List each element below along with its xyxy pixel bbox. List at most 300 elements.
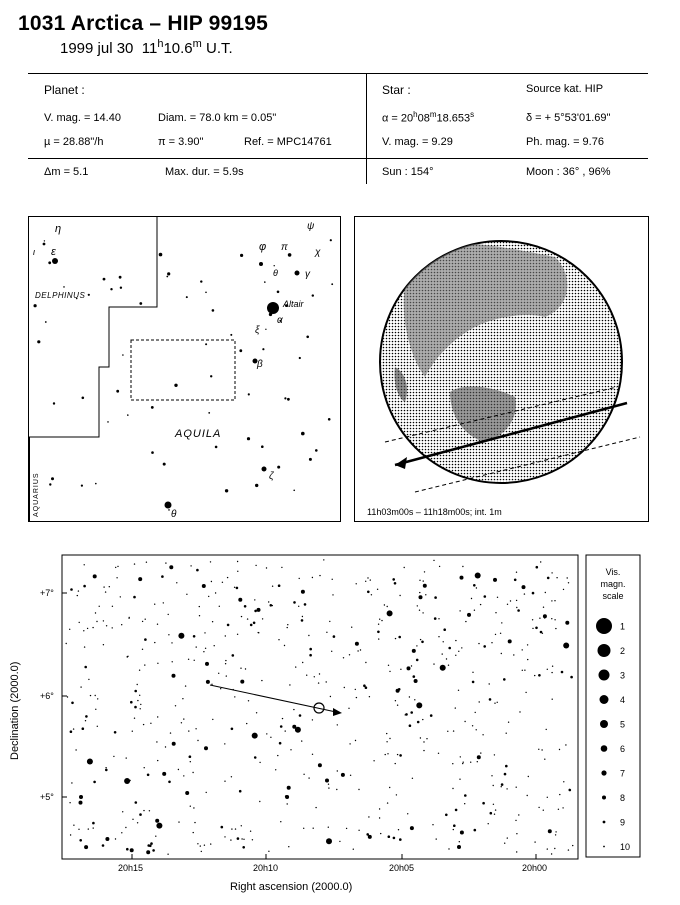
finder-star <box>257 608 261 612</box>
finder-star <box>240 668 241 669</box>
finder-star <box>266 567 267 568</box>
finder-star <box>165 746 166 747</box>
finder-star <box>256 712 257 713</box>
finder-star <box>559 794 560 795</box>
finder-star <box>182 698 183 699</box>
finder-star <box>188 659 189 660</box>
finder-star <box>399 838 402 841</box>
finder-star <box>480 604 481 605</box>
finder-star <box>87 628 88 629</box>
finder-star <box>563 643 569 649</box>
globe-caption: 11h03m00s – 11h18m00s; int. 1m <box>367 507 502 517</box>
finder-star <box>92 822 95 825</box>
map-star <box>287 398 290 401</box>
theta-top-label: θ <box>273 268 278 278</box>
finder-star <box>473 584 476 587</box>
gamma-aql-star <box>295 271 300 276</box>
finder-star <box>280 725 283 728</box>
altair-label: Altair <box>283 299 304 309</box>
finder-star <box>508 722 509 723</box>
finder-star <box>360 649 361 650</box>
legend-dot <box>603 821 606 824</box>
finder-star <box>458 651 459 652</box>
finder-star <box>292 725 296 729</box>
finder-star <box>565 621 569 625</box>
finder-star <box>380 833 381 834</box>
finder-star <box>95 709 96 710</box>
finder-star <box>144 664 145 665</box>
finder-star <box>378 624 379 625</box>
finder-star <box>510 600 511 601</box>
finder-star <box>452 788 453 789</box>
map-star <box>53 402 55 404</box>
finder-star <box>302 662 303 663</box>
finder-star <box>130 848 134 852</box>
finder-star <box>419 580 420 581</box>
finder-star <box>150 723 151 724</box>
map-star <box>208 412 210 414</box>
finder-star <box>349 654 350 655</box>
finder-star <box>515 820 516 821</box>
finder-star <box>190 565 191 566</box>
finder-star <box>115 838 116 839</box>
finder-star <box>168 634 169 635</box>
finder-star <box>266 733 267 734</box>
finder-star <box>443 628 446 631</box>
moon-info: Moon : 36° , 96% <box>526 166 611 178</box>
finder-star <box>79 801 83 805</box>
finder-star <box>344 687 345 688</box>
map-star <box>127 414 129 416</box>
finder-star <box>386 733 387 734</box>
finder-star <box>319 575 320 576</box>
finder-star <box>205 662 209 666</box>
finder-star <box>455 707 456 708</box>
finder-star <box>196 646 197 647</box>
finder-star <box>87 759 93 765</box>
legend-magnitude-label: 7 <box>620 768 626 779</box>
finder-star <box>493 804 494 805</box>
finder-star <box>69 802 70 803</box>
legend-dot <box>598 644 611 657</box>
finder-star <box>494 814 495 815</box>
finder-star <box>516 787 517 788</box>
finder-star <box>241 825 242 826</box>
finder-star <box>172 661 173 662</box>
altair-star <box>267 302 279 314</box>
finder-star <box>474 829 477 832</box>
finder-star <box>142 649 143 650</box>
map-star <box>210 375 212 377</box>
finder-star <box>410 826 414 830</box>
map-star <box>174 384 177 387</box>
finder-star <box>478 643 479 644</box>
finder-star <box>244 605 247 608</box>
finder-star <box>567 577 568 578</box>
finder-star <box>105 767 106 768</box>
finder-star <box>424 571 425 572</box>
finder-star <box>459 779 460 780</box>
finder-star <box>102 844 105 847</box>
finder-star <box>178 769 179 770</box>
finder-star <box>103 620 104 621</box>
finder-star <box>237 561 238 562</box>
finder-star <box>225 635 226 636</box>
finder-star <box>186 594 187 595</box>
legend-title-line: Vis. <box>605 567 621 577</box>
finder-star <box>109 586 110 587</box>
epsilon-del-star <box>52 258 58 264</box>
finder-star <box>237 571 238 572</box>
finder-star <box>315 807 316 808</box>
finder-star <box>440 665 446 671</box>
finder-star <box>488 823 489 824</box>
finder-star <box>453 824 456 827</box>
finder-star <box>514 579 517 582</box>
finder-star <box>412 778 413 779</box>
finder-star <box>144 767 145 768</box>
finder-star <box>426 738 427 739</box>
finder-star <box>66 643 67 644</box>
finder-star <box>236 587 239 590</box>
finder-star <box>543 614 547 618</box>
finder-star <box>285 795 288 798</box>
finder-star <box>491 642 492 643</box>
finder-star <box>231 728 234 731</box>
finder-star <box>532 628 533 629</box>
legend-title-line: magn. <box>600 579 626 589</box>
planet-diameter: Diam. = 78.0 km = 0.05" <box>158 112 277 124</box>
finder-star <box>206 792 207 793</box>
finder-star <box>326 681 327 682</box>
finder-star <box>156 823 162 829</box>
finder-star <box>551 672 552 673</box>
phi-aql-label: φ <box>259 241 267 253</box>
map-star <box>277 291 280 294</box>
finder-star <box>238 598 242 602</box>
finder-star <box>278 639 279 640</box>
finder-star <box>194 660 195 661</box>
finder-star <box>355 642 359 646</box>
finder-star <box>394 582 397 585</box>
finder-star <box>84 646 85 647</box>
finder-star <box>168 781 171 784</box>
finder-star <box>398 829 399 830</box>
finder-star <box>355 689 356 690</box>
finder-star <box>83 630 84 631</box>
finder-star <box>70 834 71 835</box>
map-star <box>312 294 314 296</box>
finder-star <box>331 651 332 652</box>
finder-star <box>326 632 327 633</box>
finder-star <box>501 622 502 623</box>
finder-star <box>556 577 557 578</box>
eta-del-label: η <box>55 223 62 235</box>
finder-star <box>494 703 495 704</box>
finder-star <box>306 675 307 676</box>
finder-star <box>254 610 257 613</box>
finder-star <box>395 638 396 639</box>
finder-star <box>381 620 382 621</box>
finder-star <box>232 654 235 657</box>
finder-star <box>547 797 548 798</box>
finder-star <box>433 663 434 664</box>
finder-star <box>563 589 564 590</box>
finder-star <box>135 801 138 804</box>
finder-star <box>103 644 104 645</box>
finder-star <box>170 732 171 733</box>
finder-star <box>357 650 358 651</box>
map-star <box>284 397 286 399</box>
finder-star <box>113 756 114 757</box>
finder-star <box>493 785 494 786</box>
finder-star <box>137 822 138 823</box>
map-star <box>110 288 112 290</box>
finder-star <box>552 699 553 700</box>
finder-star <box>507 837 508 838</box>
finder-star <box>235 828 236 829</box>
finder-star <box>358 789 359 790</box>
alpha-aql-label: α <box>277 315 283 326</box>
finder-star <box>99 606 100 607</box>
theta-aql-label: θ <box>171 509 177 520</box>
finder-star <box>196 569 199 572</box>
finder-star <box>115 567 116 568</box>
map-star <box>51 477 54 480</box>
finder-star <box>289 684 290 685</box>
finder-star <box>93 781 96 784</box>
finder-star <box>287 627 288 628</box>
finder-star <box>199 615 200 616</box>
map-star <box>288 253 292 257</box>
finder-star <box>304 603 307 606</box>
finder-star <box>140 708 141 709</box>
finder-star <box>348 708 349 709</box>
finder-star <box>339 841 340 842</box>
finder-star <box>84 845 88 849</box>
finder-star <box>419 595 423 599</box>
finder-star <box>93 574 97 578</box>
map-star <box>37 340 40 343</box>
finder-star <box>211 684 212 685</box>
finder-star <box>547 669 548 670</box>
finder-star <box>355 740 356 741</box>
finder-star <box>389 738 390 739</box>
finder-star <box>559 749 560 750</box>
finder-star <box>202 584 206 588</box>
planet-reference: Ref. = MPC14761 <box>244 136 332 148</box>
finder-star <box>480 752 481 753</box>
map-star <box>88 294 90 296</box>
finder-star <box>313 828 314 829</box>
finder-star <box>419 610 420 611</box>
finder-star <box>495 634 496 635</box>
finder-star <box>146 850 150 854</box>
finder-star <box>145 619 146 620</box>
finder-star <box>167 854 168 855</box>
finder-star <box>309 648 312 651</box>
finder-star <box>178 821 179 822</box>
finder-star <box>278 584 281 587</box>
finder-star <box>483 645 486 648</box>
finder-star <box>489 683 490 684</box>
finder-star <box>280 821 281 822</box>
finder-star <box>416 645 417 646</box>
finder-star <box>389 671 390 672</box>
finder-star <box>561 671 564 674</box>
finder-star <box>472 681 475 684</box>
finder-star <box>224 743 225 744</box>
finder-star <box>70 730 73 733</box>
y-axis-label: Declination (2000.0) <box>9 661 21 760</box>
finder-star <box>301 740 302 741</box>
finder-star <box>462 566 463 567</box>
finder-star <box>504 773 507 776</box>
map-star <box>139 302 142 305</box>
finder-star <box>181 722 182 723</box>
y-tick-label: +5° <box>40 792 54 802</box>
finder-star <box>309 654 312 657</box>
legend-dot <box>600 695 609 704</box>
finder-star <box>384 604 385 605</box>
finder-star <box>543 607 544 608</box>
map-star <box>95 483 97 485</box>
finder-star <box>219 606 220 607</box>
finder-star <box>285 730 286 731</box>
finder-star <box>328 787 329 788</box>
finder-star <box>452 763 453 764</box>
legend-magnitude-label: 1 <box>620 621 626 632</box>
finder-star <box>197 843 198 844</box>
finder-star <box>252 839 253 840</box>
finder-star <box>134 563 135 564</box>
finder-star <box>318 682 319 683</box>
finder-star <box>460 831 464 835</box>
finder-star <box>171 642 172 643</box>
finder-star <box>234 587 235 588</box>
finder-star <box>495 809 496 810</box>
finder-star <box>570 676 573 679</box>
finder-star <box>371 594 372 595</box>
map-star <box>116 390 119 393</box>
finder-star <box>95 612 96 613</box>
finder-star <box>105 837 109 841</box>
gamma-aql-label: γ <box>305 269 310 280</box>
finder-star <box>241 838 242 839</box>
finder-star <box>562 807 563 808</box>
finder-star <box>551 618 552 619</box>
finder-star <box>90 695 91 696</box>
finder-star <box>546 729 547 730</box>
finder-star <box>516 833 517 834</box>
finder-star <box>507 604 508 605</box>
map-star <box>82 397 85 400</box>
finder-star <box>240 680 244 684</box>
finder-star <box>475 712 476 713</box>
map-star <box>103 278 106 281</box>
finder-star <box>377 631 380 634</box>
finder-star <box>399 754 402 757</box>
hours-unit: h <box>157 38 164 50</box>
finder-star <box>350 775 351 776</box>
finder-star <box>482 734 483 735</box>
finder-star <box>462 763 463 764</box>
finder-star <box>95 695 96 696</box>
star-vmag: V. mag. = 9.29 <box>382 136 453 148</box>
finder-star <box>379 619 380 620</box>
finder-frame <box>62 555 578 859</box>
finder-star <box>420 639 421 640</box>
finder-star <box>71 702 74 705</box>
finder-star <box>541 749 542 750</box>
finder-star <box>367 591 370 594</box>
map-star <box>215 446 218 449</box>
map-star <box>205 343 207 345</box>
finder-star <box>463 762 464 763</box>
finder-star <box>308 635 309 636</box>
finder-star <box>162 772 166 776</box>
finder-star <box>157 663 158 664</box>
finder-star <box>154 642 155 643</box>
finder-star <box>188 730 189 731</box>
finder-star <box>438 618 439 619</box>
finder-star <box>142 621 143 622</box>
finder-star <box>414 699 415 700</box>
finder-star <box>71 782 72 783</box>
finder-star <box>224 781 225 782</box>
finder-star <box>422 719 423 720</box>
finder-star <box>121 624 122 625</box>
finder-star <box>442 653 443 654</box>
finder-star <box>211 581 212 582</box>
finder-star <box>477 761 478 762</box>
map-star <box>81 485 83 487</box>
finder-star <box>92 627 93 628</box>
finder-star <box>133 596 136 599</box>
finder-star <box>434 596 437 599</box>
finder-star <box>132 819 133 820</box>
finder-star <box>411 665 412 666</box>
finder-star <box>472 725 473 726</box>
x-tick-label: 20h00 <box>522 863 548 873</box>
shadow-direction-arrow <box>395 457 407 469</box>
finder-star <box>105 769 108 772</box>
map-star <box>261 445 264 448</box>
finder-star <box>293 601 296 604</box>
finder-star <box>126 757 127 758</box>
finder-star <box>552 666 553 667</box>
finder-star <box>261 680 262 681</box>
finder-star <box>470 762 471 763</box>
finder-star <box>156 741 157 742</box>
finder-star <box>69 629 70 630</box>
finder-star <box>157 716 158 717</box>
finder-star <box>414 679 418 683</box>
finder-star <box>137 700 138 701</box>
finder-star <box>445 814 448 817</box>
finder-star <box>155 819 159 823</box>
finder-star <box>319 673 320 674</box>
finder-star <box>143 810 144 811</box>
table-mid-rule <box>28 158 648 159</box>
finder-star <box>412 649 416 653</box>
finder-star <box>84 666 87 669</box>
finder-star <box>201 851 202 852</box>
finder-star <box>227 577 228 578</box>
finder-star <box>226 675 227 676</box>
finder-star <box>551 572 552 573</box>
finder-star <box>250 831 251 832</box>
